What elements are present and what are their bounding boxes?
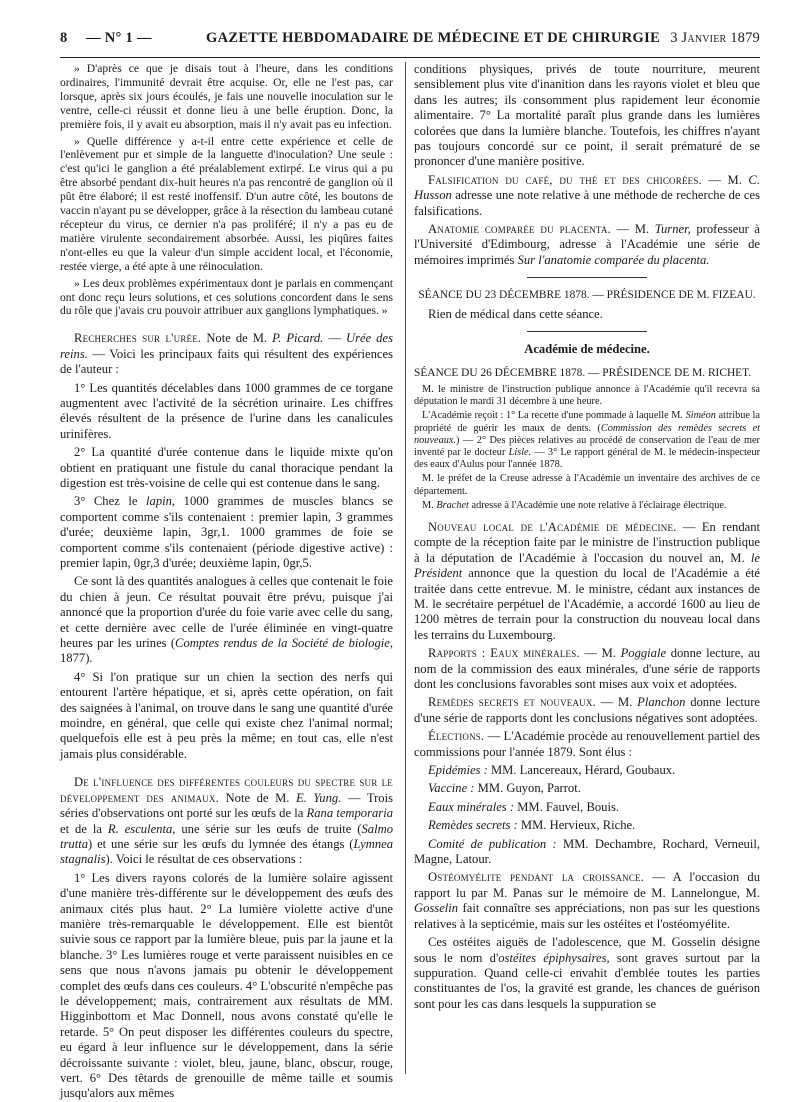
election-remedes: Remèdes secrets : MM. Hervieux, Riche. — [428, 818, 636, 833]
seance-23-body: Rien de médical dans cette séance. — [428, 306, 603, 321]
falsification-heading: Falsification du café, du thé et des chicorées. — [428, 172, 702, 187]
influence-section: De l'influence des différentes couleurs du spectre sur le développement des animaux. Note de M. E. Yung. — Trois séries d'observations ont porté sur les œufs de la Rana temporaria et de la R. esculenta, une série sur les œufs de truite (Salmo trutta) et une série sur les œufs du lymnée des étangs (Lymnea stagnalis). Voici le résultat de ces observations : — [60, 775, 393, 867]
uree-point-4: 4° Si l'on pratique sur un chien la section des nerfs qui entourent l'artère hépatique, et si, après cette opération, on fait des saignées à l'animal, on trouve dans le sang une quantité d'urée moindre, en général, que celle qui existe chez l'animal normal; quelquefois elle est à peu près la même; en tout cas, elle n'est jamais plus considérable. — [60, 669, 393, 761]
osteomyelite-body: Ces ostéites aiguës de l'adolescence, que M. Gosselin désigne sous le nom d'ostéites épiphysaires, sont graves surtout par la suppuration. Quand celle-ci envahit d'emblée toutes les parties constituantes de l'os, la gravité est grande, les chances de guérison sont pour les cas dans lesquels la suppuration se — [414, 935, 761, 1011]
osteomyelite-heading: Ostéomyélite pendant la croissance. — [428, 870, 645, 885]
election-eaux: Eaux minérales : MM. Fauvel, Bouis. — [428, 799, 620, 814]
right-column — [414, 62, 760, 1077]
issue-number: — N° 1 — — [86, 30, 152, 46]
header-rule — [60, 57, 760, 58]
correspondence-3: M. le préfet de la Creuse adresse à l'Académie un inventaire des archives de ce département. — [414, 473, 760, 497]
remedes-item: Remèdes secrets et nouveaux. — M. Planchon donne lecture d'une série de rapports dont les conclusions négatives sont adoptées. — [414, 695, 760, 725]
issue-date: 3 Janvier 1879 — [670, 30, 760, 46]
election-epidemies: Epidémies : MM. Lancereaux, Hérard, Goubaux. — [428, 763, 676, 778]
uree-point-1: 1° Les quantités décelables dans 1000 grammes de ce torgane augmentent avec l'activité de la sécrétion urinaire. Les chiffres élevés résultent de la présence de l'urine dans les canalicules urinifères. — [60, 380, 393, 441]
anatomie-title: Sur l'anatomie comparée du placenta. — [517, 252, 710, 267]
influence-continuation: conditions physiques, privés de toute nourriture, meurent sensiblement plus vite d'inanition dans les rayons violet et bleu que dans les autres; ils consomment plus rapidement leur économie alimentaire. 7° La mortalité paraît plus grande dans les lumières colorées que dans la lumière blanche. Toutefois, les chiffres n'ayant pas toujours concordé sur ce point, il serait prématuré de se prononcer d'une manière positive. — [414, 62, 760, 169]
uree-heading: Recherches sur l'urée. — [74, 331, 202, 346]
uree-title: Urée des reins. — [60, 331, 393, 361]
rapports-heading: Rapports : Eaux minérales. — [428, 646, 580, 661]
correspondence-1: M. le ministre de l'instruction publique annonce à l'Académie qu'il recevra sa députation le mardi 31 décembre à une heure. — [414, 383, 760, 408]
influence-author: E. Yung. — [296, 790, 342, 805]
page-header — [60, 20, 760, 52]
section-divider — [527, 277, 647, 278]
influence-heading: De l'influence des différentes couleurs du spectre sur le développement des animaux. — [60, 775, 393, 805]
uree-section: Recherches sur l'urée. Note de M. P. Picard. — Urée des reins. — Voici les principaux faits qui résultent des expériences de l'auteur : — [60, 331, 393, 377]
academie-title: Académie de médecine. — [524, 342, 650, 357]
seance-26-heading: SÉANCE DU 26 DÉCEMBRE 1878. — PRÉSIDENCE DE M. RICHET. — [414, 366, 752, 379]
election-comite: Comité de publication : MM. Dechambre, Rochard, Verneuil, Magne, Latour. — [414, 836, 760, 867]
left-column — [60, 62, 393, 1101]
nouveau-local-item: Nouveau local de l'Académie de médecine. — En rendant compte de la réception faite par le ministre de l'instruction publique à la députation de l'Académie à l'occasion du nouvel an, M. le Président annonce que la question du local de l'Académie a été traitée dans cette entrevue. M. le ministre, cédant aux instances de M. le secrétaire perpétuel de l'Académie, a accordé 1600 au lieu de 1200 mètres de terrain pour la construction du nouveau local dans les terrains du Luxembourg. — [414, 519, 760, 642]
elections-heading: Élections. — [428, 729, 485, 744]
column-separator — [405, 62, 406, 1074]
seance-23-heading: SÉANCE DU 23 DÉCEMBRE 1878. — PRÉSIDENCE DE M. FIZEAU. — [418, 289, 756, 302]
uree-reference: Comptes rendus de la Société de biologie, — [175, 636, 393, 651]
anatomie-item: Anatomie comparée du placenta. — M. Turner, professeur à l'Université d'Edimbourg, adresse à l'Académie une série de mémoires imprimés Sur l'anatomie comparée du placenta. — [414, 222, 761, 267]
uree-author: P. Picard. — [272, 331, 324, 346]
correspondence-4: M. Brachet adresse à l'Académie une note relative à l'éclairage électrique. — [422, 499, 727, 511]
section-divider-2 — [527, 331, 647, 332]
correspondence-2: L'Académie reçoit : 1° La recette d'une pommade à laquelle M. Siméon attribue la propriété de guérir les maux de dents. (Commission des remèdes secrets et nouveaux.) — 2° Des pièces relatives au procédé de conservation de l'eau de mer inventé par le docteur Lisle. — 3° Le rapport général de M. le médecin-inspecteur des eaux d'Aulus pour l'année 1878. — [414, 410, 761, 471]
quote-paragraph-3: » Les deux problèmes expérimentaux dont je parlais en commençant ont donc reçu leurs solutions, et ces solutions concordent dans le sens du rôle que j'avais cru pouvoir attribuer aux ganglions lymphatiques. » — [60, 276, 393, 318]
influence-body: 1° Les divers rayons colorés de la lumière solaire agissent d'une manière très-différente sur le développement des œufs des animaux cités plus haut. 2° La lumière violette active d'une manière très-remarquable le développement. Elle est bientôt suivie sous ce rapport par la lumière bleue, puis par la jaune et la blanche. 3° Les lumières rouge et verte paraissent nuisibles en ce sens que nous n'avons jamais pu obtenir le développement complet des œufs dans ces couleurs. 4° L'obscurité n'empêche pas le développement; mais, contrairement aux résultats de MM. Higginbottom et Mac Donnell, nous avons constaté qu'elle le retarde. 5° On peut disposer les différentes couleurs du spectre, eu égard à leur influence sur le développement, dans la série décroissante suivante : violet, bleu, jaune, blanc, obscur, rouge, vert. 6° Des têtards de grenouille de même taille et soumis jusqu'alors aux mêmes — [60, 870, 393, 1101]
anatomie-heading: Anatomie comparée du placenta. — [428, 222, 611, 237]
anatomie-author: Turner, — [654, 222, 691, 237]
rapports-item: Rapports : Eaux minérales. — M. Poggiale donne lecture, au nom de la commission des eaux minérales, d'une série de rapports dont les conclusions favorables sont mises aux voix et adoptées. — [414, 646, 760, 691]
quote-paragraph-1: » D'après ce que je disais tout à l'heure, dans les conditions ordinaires, l'immunité devrait être acquise. Or, elle ne l'est pas, car lorsque, après six jours écoulés, je fais une nouvelle inoculation sur le ventre, celle-ci réussit et donne lieu à une belle éruption. Donc, la première fois, il y avait eu absorption, mais il n'y avait pas eu infection. — [60, 62, 393, 131]
remedes-heading: Remèdes secrets et nouveaux. — [428, 695, 596, 710]
correspondence-block — [414, 384, 760, 512]
nouveau-local-heading: Nouveau local de l'Académie de médecine. — [428, 519, 677, 534]
elections-item: Élections. — L'Académie procède au renouvellement partiel des commissions pour l'année 1879. Sont élus : — [414, 729, 760, 759]
falsification-author: C. Husson — [414, 172, 760, 203]
falsification-item: Falsification du café, du thé et des chicorées. — M. C. Husson adresse une note relative à une méthode de recherche de ces falsifications. — [414, 172, 760, 218]
quote-paragraph-2: » Quelle différence y a-t-il entre cette expérience et celle de l'enlèvement pur et simple de la languette d'inoculation? Une seule : c'est qu'ici le ganglion a été préalablement extirpé. Le virus qui a pu être absorbé pendant dix-huit heures n'a pas rencontré de ganglion où il pût être élaboré; il est resté inoffensif. D'un autre côté, les boutons de vaccin n'ayant pu se développer, grâce à la résection du lambeau cutané récepteur du virus, ce dernier n'a pas proliféré; il n'y a pas eu de matière virulente secondairement absorbée. Aussi, les piqûres faites n'ont-elles eu que la valeur d'un simple accident local, et l'économie, restée vierge, a été apte à une réinoculation. — [60, 134, 393, 273]
uree-point-3: 3° Chez le lapin, 1000 grammes de muscles blancs se comportent comme s'ils contenaient : premier lapin, 3 grammes d'urée; deuxième lapin, 3gr,1. 1000 grammes de foie se comportent comme s'ils contenaient (période digestive active) : premier lapin, 0gr,3 d'urée; deuxième lapin, 0gr,5. — [60, 494, 393, 570]
osteomyelite-item: Ostéomyélite pendant la croissance. — A l'occasion du rapport lu par M. Panas sur le mémoire de M. Lannelongue, M. Gosselin fait connaître ses appréciations, non pas sur les questions relatives à la septicémie, mais sur les ostéites et l'ostéomyélite. — [414, 870, 760, 931]
uree-point-3-cont: Ce sont là des quantités analogues à celles que contenait le foie du chien à jeun. Ce résultat pouvait être prévu, puisque j'ai annoncé que la proportion d'urée du foie varie avec celle du sang, et cette dernière avec celle de l'urée éliminée en vingt-quatre heures par les urines (Comptes rendus de la Société de biologie, 1877). — [60, 574, 393, 666]
journal-title: GAZETTE HEBDOMADAIRE DE MÉDECINE ET DE CHIRURGIE — [206, 30, 661, 46]
uree-point-2: 2° La quantité d'urée contenue dans le liquide mixte qu'on obtient en pratiquant une fistule du canal thoracique pendant la digestion est très-voisine de celle qui est contenue dans le sang. — [60, 445, 393, 490]
election-vaccine: Vaccine : MM. Guyon, Parrot. — [428, 781, 581, 796]
page-number: 8 — [60, 30, 68, 46]
